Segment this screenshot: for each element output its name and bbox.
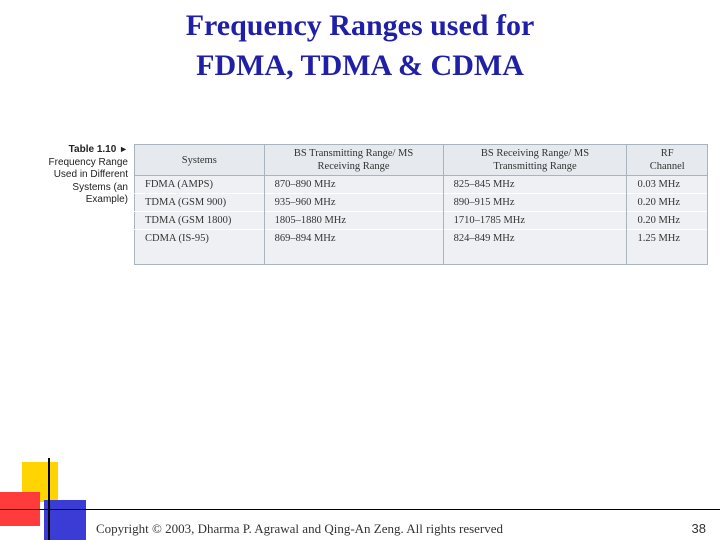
table-spacer-row bbox=[135, 247, 708, 265]
table-cell: 0.20 MHz bbox=[627, 212, 708, 230]
table-cell: 935–960 MHz bbox=[264, 194, 443, 212]
table-cell: 825–845 MHz bbox=[443, 176, 627, 194]
table-row bbox=[135, 230, 708, 248]
table-caption-label: Table 1.10 bbox=[68, 144, 117, 155]
table-cell: 869–894 MHz bbox=[264, 230, 443, 248]
slide-title bbox=[0, 6, 720, 86]
deco-vertical-line bbox=[48, 458, 50, 540]
deco-horizontal-line bbox=[0, 509, 720, 510]
table-cell: 0.03 MHz bbox=[627, 176, 708, 194]
caption-arrow-icon: ► bbox=[119, 144, 128, 154]
slide-title-line1: Frequency Ranges used for bbox=[185, 9, 535, 42]
copyright-footer: Copyright © 2003, Dharma P. Agrawal and Qing-An Zeng. All rights reserved bbox=[96, 521, 504, 536]
table-header-row bbox=[135, 145, 708, 176]
table-cell: 870–890 MHz bbox=[264, 176, 443, 194]
table-row bbox=[135, 212, 708, 230]
table-cell: FDMA (AMPS) bbox=[135, 176, 265, 194]
header-systems: Systems bbox=[135, 145, 265, 176]
table-cell: 1805–1880 MHz bbox=[264, 212, 443, 230]
table-caption-line: Used in Different bbox=[53, 169, 128, 180]
table-cell: 890–915 MHz bbox=[443, 194, 627, 212]
table-cell: 0.20 MHz bbox=[627, 194, 708, 212]
table-cell: TDMA (GSM 1800) bbox=[135, 212, 265, 230]
header-bs-transmitting: BS Transmitting Range/ MS Receiving Range bbox=[264, 145, 443, 176]
table-row bbox=[135, 194, 708, 212]
table-caption bbox=[18, 143, 128, 207]
table-cell: 1.25 MHz bbox=[627, 230, 708, 248]
table-caption-line: Systems (an bbox=[72, 181, 128, 193]
header-bs-receiving: BS Receiving Range/ MS Transmitting Range bbox=[443, 145, 627, 176]
table-row bbox=[135, 176, 708, 194]
page-number: 38 bbox=[691, 521, 706, 536]
table-caption-line: Example) bbox=[85, 194, 128, 205]
table-cell: TDMA (GSM 900) bbox=[135, 194, 265, 212]
table-cell: 824–849 MHz bbox=[443, 230, 627, 248]
table-cell: 1710–1785 MHz bbox=[443, 212, 627, 230]
table-cell: CDMA (IS-95) bbox=[135, 230, 265, 248]
deco-blue-square bbox=[44, 500, 86, 540]
frequency-table bbox=[134, 144, 708, 265]
header-rf-channel: RF Channel bbox=[627, 145, 708, 176]
slide-title-line2: FDMA, TDMA & CDMA bbox=[196, 49, 524, 82]
table-caption-line: Frequency Range bbox=[48, 156, 128, 168]
